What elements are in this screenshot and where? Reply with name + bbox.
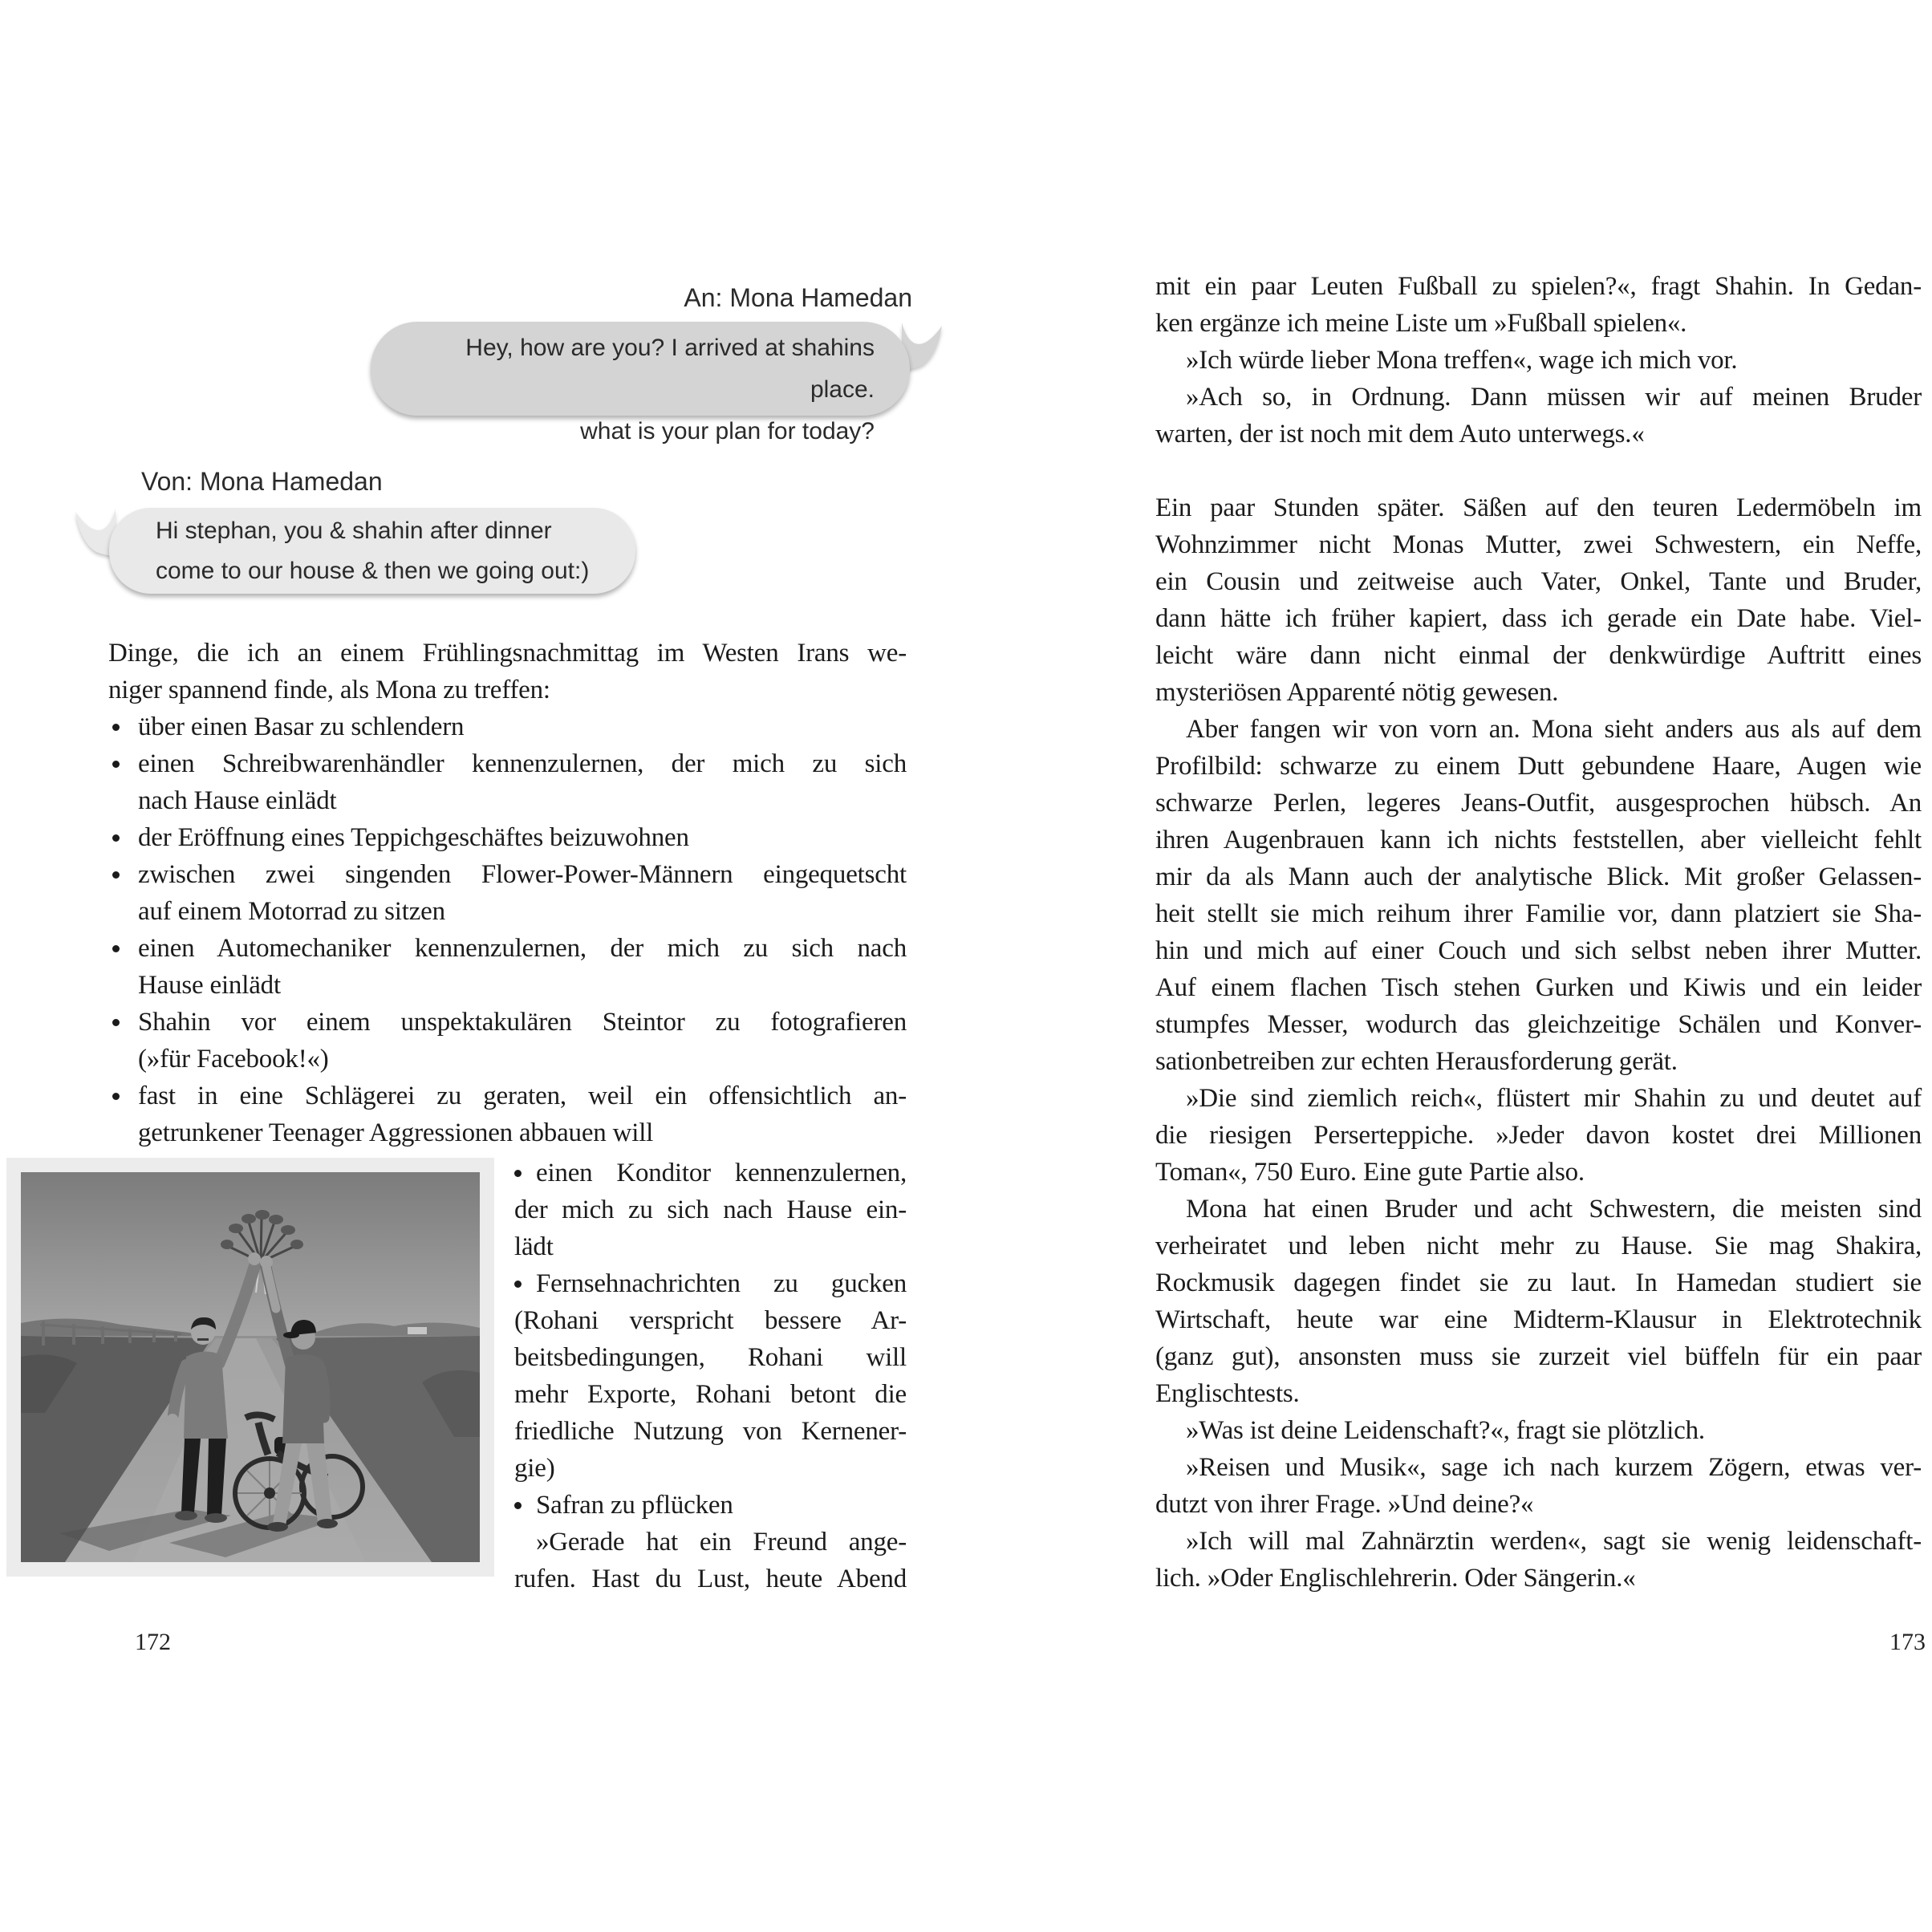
bullet-icon [112,834,120,842]
text-line: Aber fangen wir von vorn an. Mona sieht anders aus als auf dem [1186,715,1922,744]
text-line: Wohnzimmer nicht Monas Mutter, zwei Schwestern, ein Neffe, [1155,530,1922,559]
chat-to-label: An: Mona Hamedan [684,283,912,312]
text-line: ken ergänze ich meine Liste um »Fußball spielen«. [1155,309,1687,338]
text-line: zwischen zwei singenden Flower-Power-Männern eingequetscht [108,856,907,893]
text-line: lädt [514,1232,554,1261]
text-line: fast in eine Schlägerei zu geraten, weil ein offensichtlich an- [108,1078,907,1114]
bullet-icon [112,871,120,879]
text-line: heit stellt sie mich reihum ihrer Familie vor, dann platziert sie Sha- [1155,899,1922,928]
text-line: »Gerade hat ein Freund ange- [536,1528,907,1557]
bullet-icon [514,1502,522,1509]
text-line: niger spannend finde, als Mona zu treffen: [108,676,550,704]
text-line: (»für Facebook!«) [138,1045,329,1074]
text-line: schwarze Perlen, legeres Jeans-Outfit, ausgesprochen hübsch. An [1155,789,1922,818]
text-line: rufen. Hast du Lust, heute Abend [514,1565,907,1593]
text-line: lich. »Oder Englischlehrerin. Oder Sängerin.« [1155,1564,1636,1593]
chat-message-line: come to our house & then we going out:) [156,558,590,584]
text-line: sationbetreiben zur echten Herausforderung gerät. [1155,1047,1678,1076]
text-line: über einen Basar zu schlendern [108,708,907,745]
text-line: warten, der ist noch mit dem Auto unterwegs.« [1155,420,1645,448]
chat-from-label: Von: Mona Hamedan [141,467,383,496]
text-line: Rockmusik dagegen findet sie zu laut. In Hamedan studiert sie [1155,1268,1922,1297]
text-line: dann hätte ich früher kapiert, dass ich gerade ein Date habe. Viel- [1155,604,1922,633]
left-page-number: 172 [135,1629,171,1655]
left-page-body-text [108,635,907,1151]
left-page-column-text [514,1155,907,1597]
text-line: mysteriösen Apparenté nötig gewesen. [1155,678,1559,707]
text-line: nach Hause einlädt [138,786,337,815]
text-line: einen Schreibwarenhändler kennenzulernen, der mich zu sich [108,745,907,782]
bullet-icon [112,761,120,768]
text-line: Englischtests. [1155,1379,1300,1408]
blank-line [1155,453,1922,489]
right-page [966,0,1932,1932]
sent-chat-bubble [371,322,910,444]
bullet-icon [112,1093,120,1100]
text-line: Toman«, 750 Euro. Eine gute Partie also. [1155,1158,1585,1187]
bullet-icon [112,724,120,731]
bullet-icon [112,1019,120,1026]
text-line: Hause einlädt [138,971,281,1000]
text-line: Fernsehnachrichten zu gucken [514,1265,907,1302]
chat-message-line: what is your plan for today? [580,418,875,444]
text-line: (Rohani verspricht bessere Ar- [514,1306,907,1335]
text-line: hin und mich auf einer Couch und sich selbst neben ihrer Mutter. [1155,936,1922,965]
bullet-icon [514,1281,522,1288]
chat-message-line: Hi stephan, you & shahin after dinner [156,518,552,544]
sent-bubble-text [395,327,875,453]
text-line: der mich zu sich nach Hause ein- [514,1195,907,1224]
text-line: ihren Augenbrauen kann ich nichts feststellen, aber vielleicht fehlt [1155,826,1922,854]
text-line: getrunkener Teenager Aggressionen abbauen will [138,1118,654,1147]
text-line: Mona hat einen Bruder und acht Schwestern, die meisten sind [1186,1195,1922,1224]
text-line: friedliche Nutzung von Kernener- [514,1417,907,1446]
text-line: verheiratet und leben nicht mehr zu Hause. Sie mag Shakira, [1155,1232,1922,1260]
text-line: Shahin vor einem unspektakulären Steintor zu fotografieren [108,1004,907,1041]
text-line: Safran zu pflücken [514,1487,907,1524]
text-line: ein Cousin und zeitweise auch Vater, Onkel, Tante und Bruder, [1155,567,1922,596]
text-line: einen Konditor kennenzulernen, [514,1155,907,1191]
text-line: dutzt von ihrer Frage. »Und deine?« [1155,1490,1534,1519]
text-line: mir da als Mann auch der analytische Blick. Mit großer Gelassen- [1155,862,1922,891]
received-bubble-text [156,511,613,591]
text-line: auf einem Motorrad zu sitzen [138,897,445,926]
text-line: stumpfes Messer, wodurch das gleichzeitige Schälen und Konver- [1155,1010,1922,1039]
text-line: gie) [514,1454,555,1483]
photo-illustration [21,1172,480,1562]
text-line: die riesigen Perserteppiche. »Jeder davon kostet drei Millionen [1155,1121,1922,1150]
text-line: »Ich würde lieber Mona treffen«, wage ich mich vor. [1186,346,1738,375]
received-chat-bubble [109,508,635,594]
text-line: mit ein paar Leuten Fußball zu spielen?«, fragt Shahin. In Gedan- [1155,272,1922,301]
text-line: Wirtschaft, heute war eine Midterm-Klausur in Elektrotechnik [1155,1305,1922,1334]
bullet-icon [112,945,120,952]
bullet-icon [514,1170,522,1177]
text-line: Dinge, die ich an einem Frühlingsnachmittag im Westen Irans we- [108,639,907,668]
text-line: »Ich will mal Zahnärztin werden«, sagt sie wenig leidenschaft- [1186,1527,1922,1556]
text-line: Profilbild: schwarze zu einem Dutt gebundene Haare, Augen wie [1155,752,1922,781]
text-line: »Ach so, in Ordnung. Dann müssen wir auf meinen Bruder [1186,383,1922,412]
text-line: der Eröffnung eines Teppichgeschäftes beizuwohnen [108,819,907,856]
right-page-body-text [1155,268,1922,1597]
chat-message-line: Hey, how are you? I arrived at shahins place. [465,335,875,403]
text-line: Auf einem flachen Tisch stehen Gurken und Kiwis und ein leider [1155,973,1922,1002]
text-line: beitsbedingungen, Rohani will [514,1343,907,1372]
text-line: »Was ist deine Leidenschaft?«, fragt sie plötzlich. [1186,1416,1705,1445]
right-page-number: 173 [1889,1629,1926,1655]
text-line: leicht wäre dann nicht einmal der denkwürdige Auftritt eines [1155,641,1922,670]
text-line: einen Automechaniker kennenzulernen, der mich zu sich nach [108,930,907,967]
text-line: »Reisen und Musik«, sage ich nach kurzem Zögern, etwas ver- [1186,1453,1922,1482]
text-line: mehr Exporte, Rohani betont die [514,1380,907,1409]
photo-two-men-motorcycle [6,1158,494,1577]
text-line: »Die sind ziemlich reich«, flüstert mir Shahin zu und deutet auf [1186,1084,1922,1113]
text-line: (ganz gut), ansonsten muss sie zurzeit viel büffeln für ein paar [1155,1342,1922,1371]
text-line: Ein paar Stunden später. Säßen auf den teuren Ledermöbeln im [1155,493,1922,522]
